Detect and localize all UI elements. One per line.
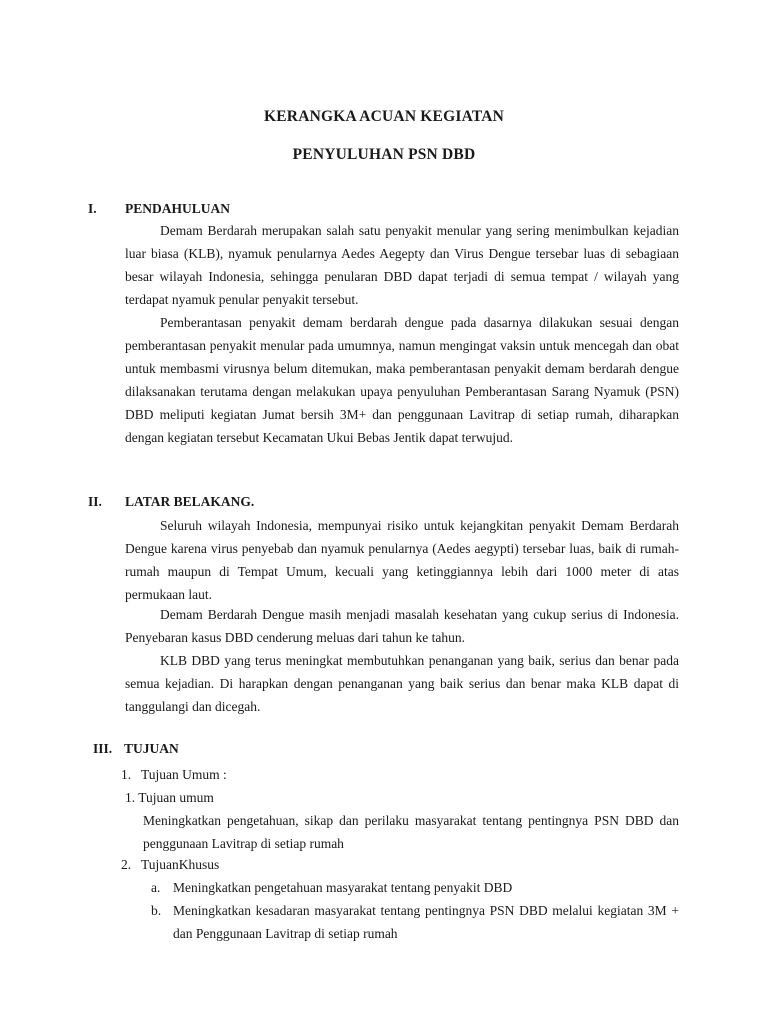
paragraph: Seluruh wilayah Indonesia, mempunyai risiko untuk kejangkitan penyakit Demam Berdarah Dengue karena virus penyebab dan nyamuk penularnya (Aedes aegypti) tersebar luas, baik di rumah-rumah maupun di Tempat Umum, kecuali yang ketinggiannya lebih dari 1000 meter di atas permukaan laut. [125, 518, 679, 602]
document-title: KERANGKA ACUAN KEGIATAN [264, 108, 504, 125]
document-subtitle: PENYULUHAN PSN DBD [292, 146, 476, 163]
section-heading-latar-belakang: LATAR BELAKANG. [125, 494, 255, 509]
paragraph: Demam Berdarah Dengue masih menjadi masalah kesehatan yang cukup serius di Indonesia. Penyebaran kasus DBD cenderung meluas dari tahun ke tahun. [125, 607, 679, 645]
section-heading-tujuan: TUJUAN [124, 741, 179, 756]
sub-item-text: Meningkatkan kesadaran masyarakat tentang pentingnya PSN DBD melalui kegiatan 3M + dan Penggunaan Lavitrap di setiap rumah [173, 903, 679, 941]
list-item-tujuan-umum-2: 1. Tujuan umum [125, 790, 214, 805]
paragraph: Demam Berdarah merupakan salah satu penyakit menular yang sering menimbulkan kejadian luar biasa (KLB), nyamuk penularnya Aedes Aegepty dan Virus Dengue tersebar luas di sebagiaan besar wilayah Indonesia, sehingga penularan DBD dapat terjadi di semua tempat / wilayah yang terdapat nyamuk penular penyakit tersebut. [125, 223, 679, 307]
section-number: III. [93, 741, 113, 756]
sub-item-text: Meningkatkan pengetahuan masyarakat tentang penyakit DBD [173, 880, 513, 895]
list-item-tujuan-umum: 1. Tujuan Umum : [121, 767, 227, 782]
paragraph: Pemberantasan penyakit demam berdarah dengue pada dasarnya dilakukan sesuai dengan pemberantasan penyakit menular pada umumnya, namun mengingat vaksin untuk mencegah dan obat untuk membasmi virusnya belum ditemukan, maka pemberantasan penyakit demam berdarah dengue dilaksanakan terutama dengan melakukan upaya penyuluhan Pemberantasan Sarang Nyamuk (PSN) DBD meliputi kegiatan Jumat bersih 3M+ dan penggunaan Lavitrap di setiap rumah, diharapkan dengan kegiatan tersebut Kecamatan Ukui Bebas Jentik dapat terwujud. [125, 315, 679, 445]
general-objective-text: Meningkatkan pengetahuan, sikap dan perilaku masyarakat tentang pentingnya PSN DBD dan penggunaan Lavitrap di setiap rumah [143, 813, 679, 851]
section-heading-pendahuluan: PENDAHULUAN [125, 201, 231, 216]
list-item-tujuan-khusus: 2. TujuanKhusus [121, 857, 220, 872]
sub-item-marker: a. [151, 880, 161, 895]
section-number: I. [88, 201, 97, 216]
section-number: II. [88, 494, 102, 509]
paragraph: KLB DBD yang terus meningkat membutuhkan penanganan yang baik, serius dan benar pada semua kejadian. Di harapkan dengan penanganan yang baik serius dan benar maka KLB dapat di tanggulangi dan dicegah. [125, 653, 679, 714]
sub-item-marker: b. [151, 903, 162, 918]
